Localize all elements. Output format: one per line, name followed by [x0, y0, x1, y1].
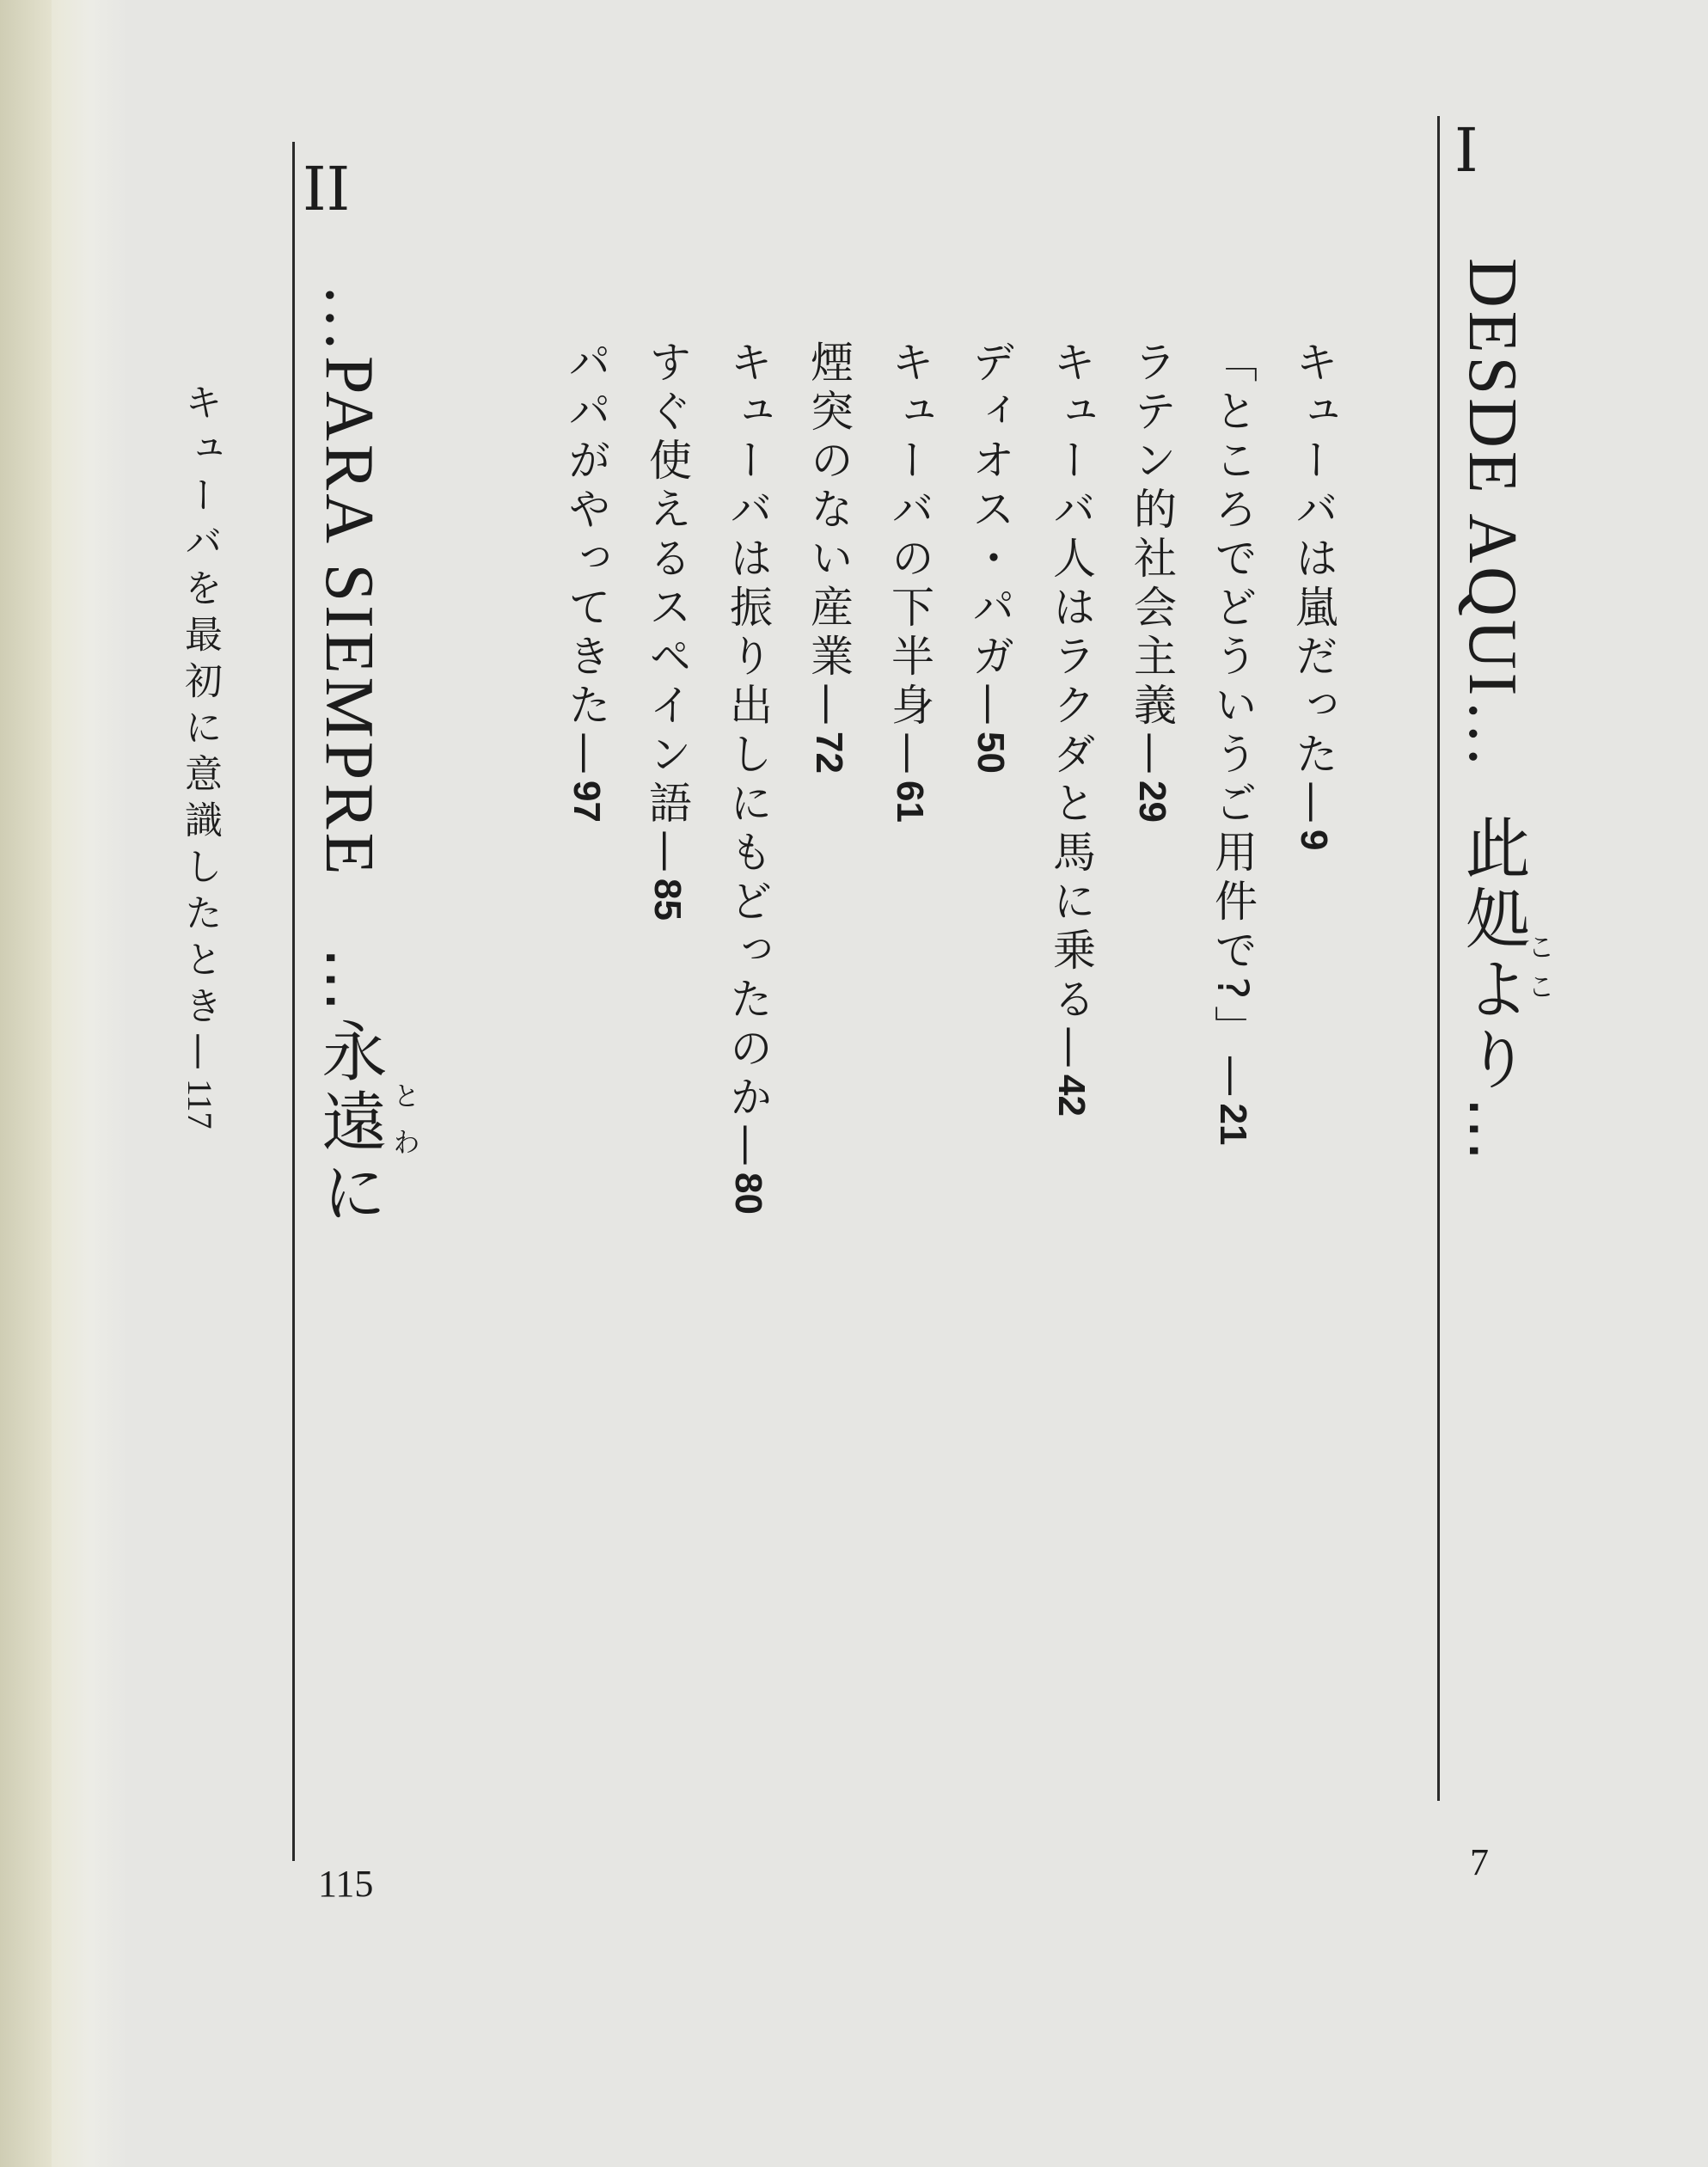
entry-title: キューバ人はラクダと馬に乗る [1046, 340, 1096, 1025]
entry-page: 97 [566, 780, 608, 823]
entry-title: キューバの下半身 [885, 340, 934, 732]
entry-page: 61 [889, 780, 931, 823]
toc-entry[interactable] [959, 340, 1021, 774]
entry-title: ラテン的社会主義 [1127, 340, 1177, 732]
toc-entry[interactable] [636, 340, 698, 921]
entry-page: 21 [1212, 1103, 1254, 1146]
entry-title: キューバを最初に意識したとき [178, 383, 222, 1032]
toc-entry[interactable] [717, 340, 779, 1215]
part-1-title-jp: 此処より… [1454, 814, 1531, 1167]
entry-title: キューバは振り出しにもどったのか [723, 340, 773, 1123]
toc-entry[interactable] [878, 340, 940, 823]
entry-dash: — [885, 732, 934, 780]
part-2-rule [292, 142, 295, 1861]
toc-entry[interactable] [172, 383, 227, 1129]
entry-page: 42 [1050, 1074, 1093, 1117]
entry-dash: — [965, 683, 1015, 732]
entry-page: 72 [808, 732, 850, 774]
part-1-page-number: 7 [1470, 1841, 1489, 1883]
part-1-title-ruby: ここ [1523, 933, 1556, 1012]
toc-entry[interactable] [798, 340, 860, 774]
entry-title: すぐ使えるスペイン語 [642, 340, 692, 829]
entry-page: 29 [1131, 780, 1173, 823]
entry-title: 煙突のない産業 [804, 340, 854, 683]
entry-dash: — [561, 732, 611, 780]
entry-page: 9 [1293, 829, 1335, 851]
part-1-rule [1437, 116, 1440, 1801]
toc-entry[interactable] [1283, 340, 1344, 850]
part-1-title [1446, 258, 1540, 1166]
entry-page: 50 [970, 732, 1012, 774]
entry-title: 「ところでどういうご用件で?」 [1208, 340, 1258, 1055]
entry-page: 85 [646, 878, 689, 921]
entry-page: 117 [181, 1079, 219, 1129]
page-edge [0, 0, 52, 2167]
entry-dash: — [1127, 732, 1177, 780]
entry-dash: — [1046, 1025, 1096, 1074]
part-1-numeral: I [1454, 115, 1478, 186]
toc-entry[interactable] [1121, 340, 1183, 823]
entry-title: ディオス・パガ [965, 340, 1015, 683]
entry-dash: — [1289, 780, 1338, 829]
part-2-title-jp: …永遠に [311, 946, 388, 1229]
part-2-title [303, 284, 396, 1229]
toc-entry[interactable] [1040, 340, 1102, 1117]
part-2-numeral: II [303, 154, 351, 224]
entry-dash: — [642, 829, 692, 878]
entry-dash: — [178, 1032, 222, 1079]
part-2-title-es: …PARA SIEMPRE [311, 284, 387, 878]
entry-dash: — [1208, 1054, 1258, 1104]
toc-entry[interactable] [1202, 340, 1264, 1146]
part-2-title-ruby: とわ [389, 1081, 421, 1174]
entry-title: キューバは嵐だった [1289, 340, 1338, 780]
entry-dash: — [723, 1123, 773, 1172]
entry-page: 80 [727, 1172, 769, 1215]
entry-title: パパがやってきた [561, 340, 611, 732]
entry-dash: — [804, 683, 854, 732]
part-2-page-number: 115 [318, 1863, 374, 1905]
part-1-title-es: DESDE AQUI… [1454, 258, 1530, 772]
toc-entry[interactable] [555, 340, 617, 823]
